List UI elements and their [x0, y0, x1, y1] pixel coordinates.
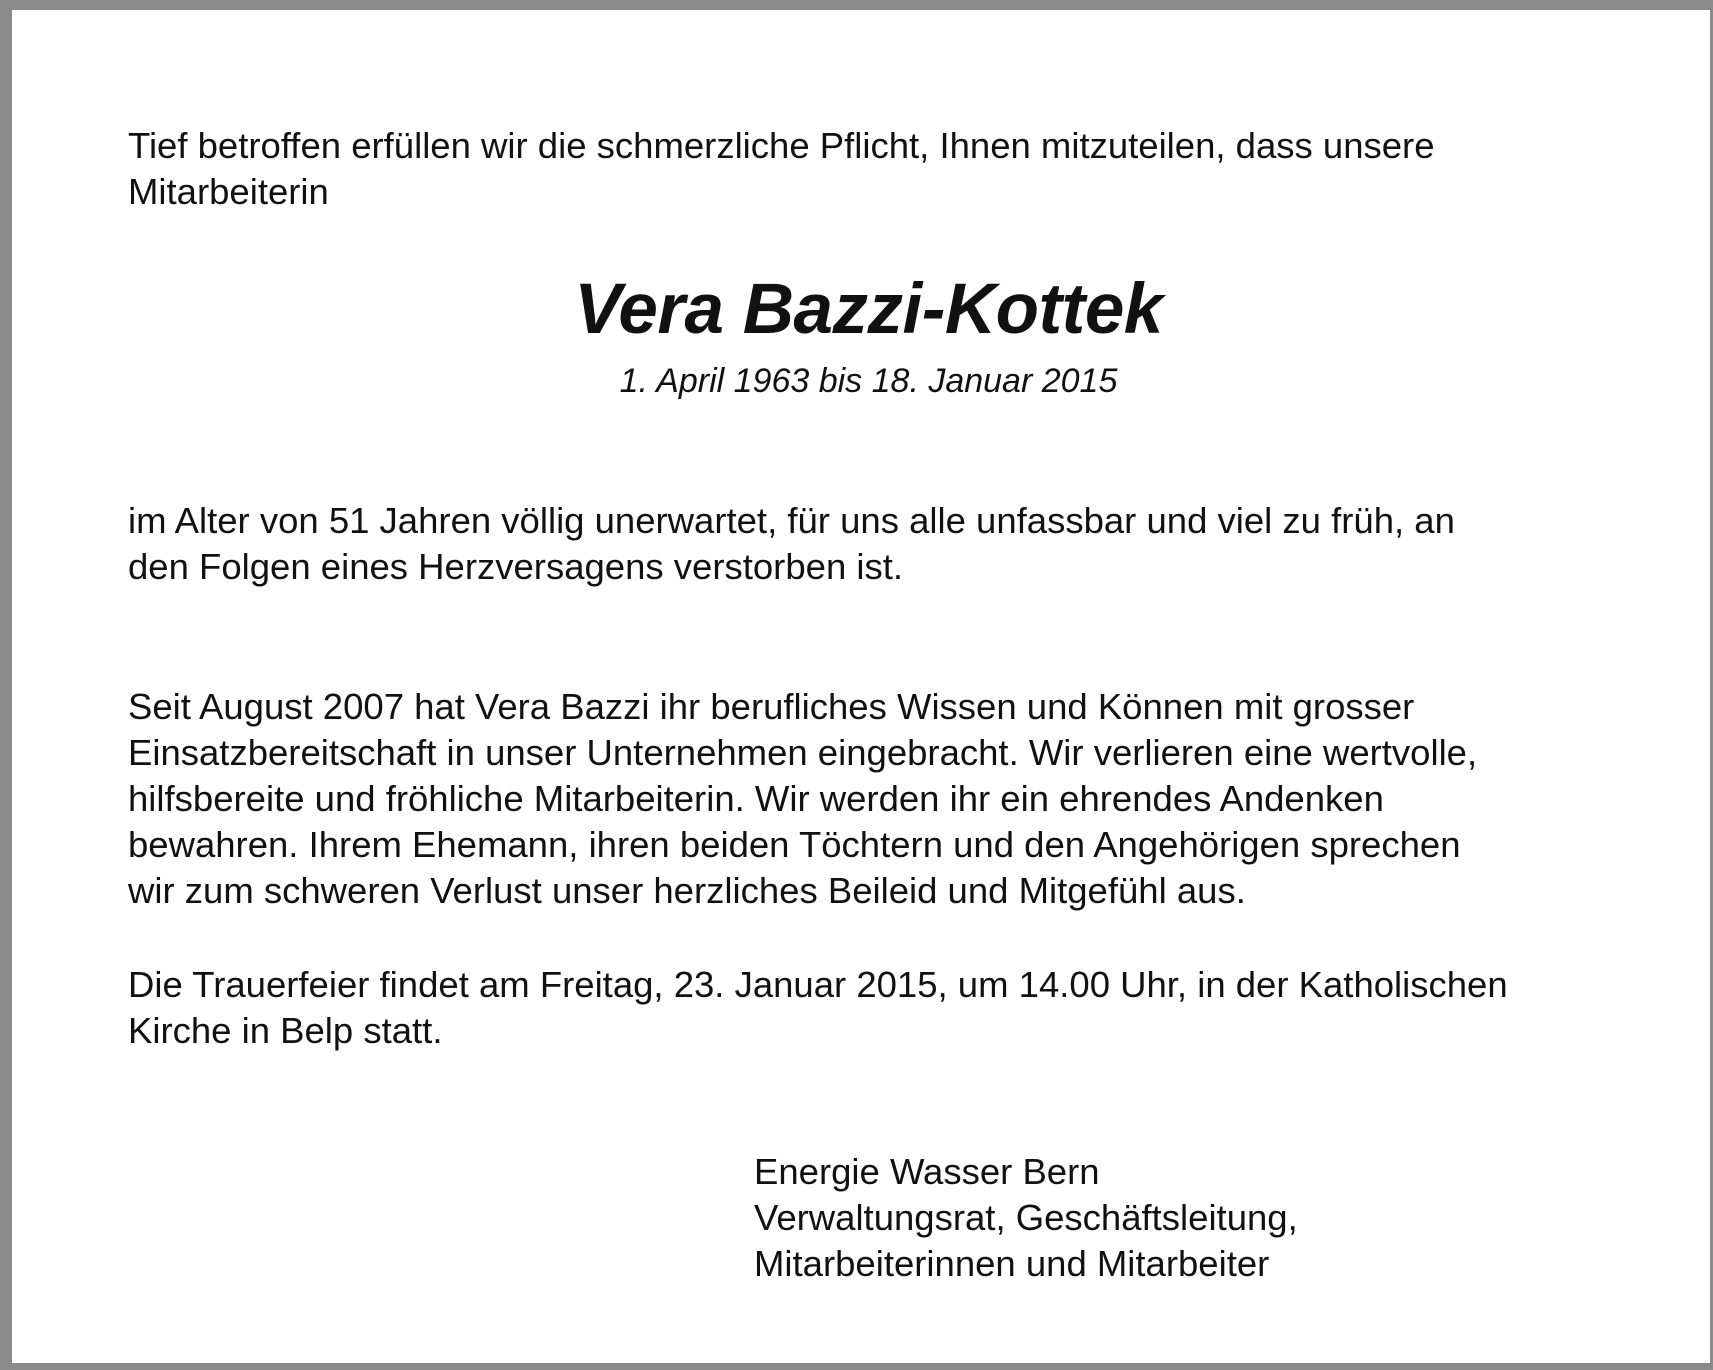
service-line: Die Trauerfeier findet am Freitag, 23. Januar 2015, um 14.00 Uhr, in der Katholischen	[128, 964, 1508, 1005]
career-paragraph	[128, 684, 1477, 914]
career-line: wir zum schweren Verlust unser herzliches Beileid und Mitgefühl aus.	[128, 870, 1246, 911]
career-line: Seit August 2007 hat Vera Bazzi ihr berufliches Wissen und Können mit grosser	[128, 686, 1415, 727]
life-dates: 1. April 1963 bis 18. Januar 2015	[619, 362, 1118, 400]
service-line: Kirche in Belp statt.	[128, 1010, 443, 1051]
death-line: im Alter von 51 Jahren völlig unerwartet, für uns alle unfassbar und viel zu früh, an	[128, 500, 1455, 541]
signature-line: Mitarbeiterinnen und Mitarbeiter	[754, 1243, 1270, 1284]
intro-line: Tief betroffen erfüllen wir die schmerzliche Pflicht, Ihnen mitzuteilen, dass unsere	[128, 125, 1435, 166]
signature-line: Energie Wasser Bern	[754, 1151, 1100, 1192]
career-line: hilfsbereite und fröhliche Mitarbeiterin. Wir werden ihr ein ehrendes Andenken	[128, 778, 1384, 819]
career-line: Einsatzbereitschaft in unser Unternehmen eingebracht. Wir verlieren eine wertvolle,	[128, 732, 1478, 773]
deceased-name: Vera Bazzi-Kottek	[574, 270, 1163, 349]
signature-line: Verwaltungsrat, Geschäftsleitung,	[754, 1197, 1298, 1238]
signature-block	[754, 1149, 1298, 1287]
service-paragraph	[128, 962, 1508, 1054]
death-paragraph	[128, 498, 1455, 590]
death-line: den Folgen eines Herzversagens verstorben ist.	[128, 546, 904, 587]
intro-line: Mitarbeiterin	[128, 171, 329, 212]
intro-paragraph	[128, 123, 1435, 215]
career-line: bewahren. Ihrem Ehemann, ihren beiden Töchtern und den Angehörigen sprechen	[128, 824, 1461, 865]
